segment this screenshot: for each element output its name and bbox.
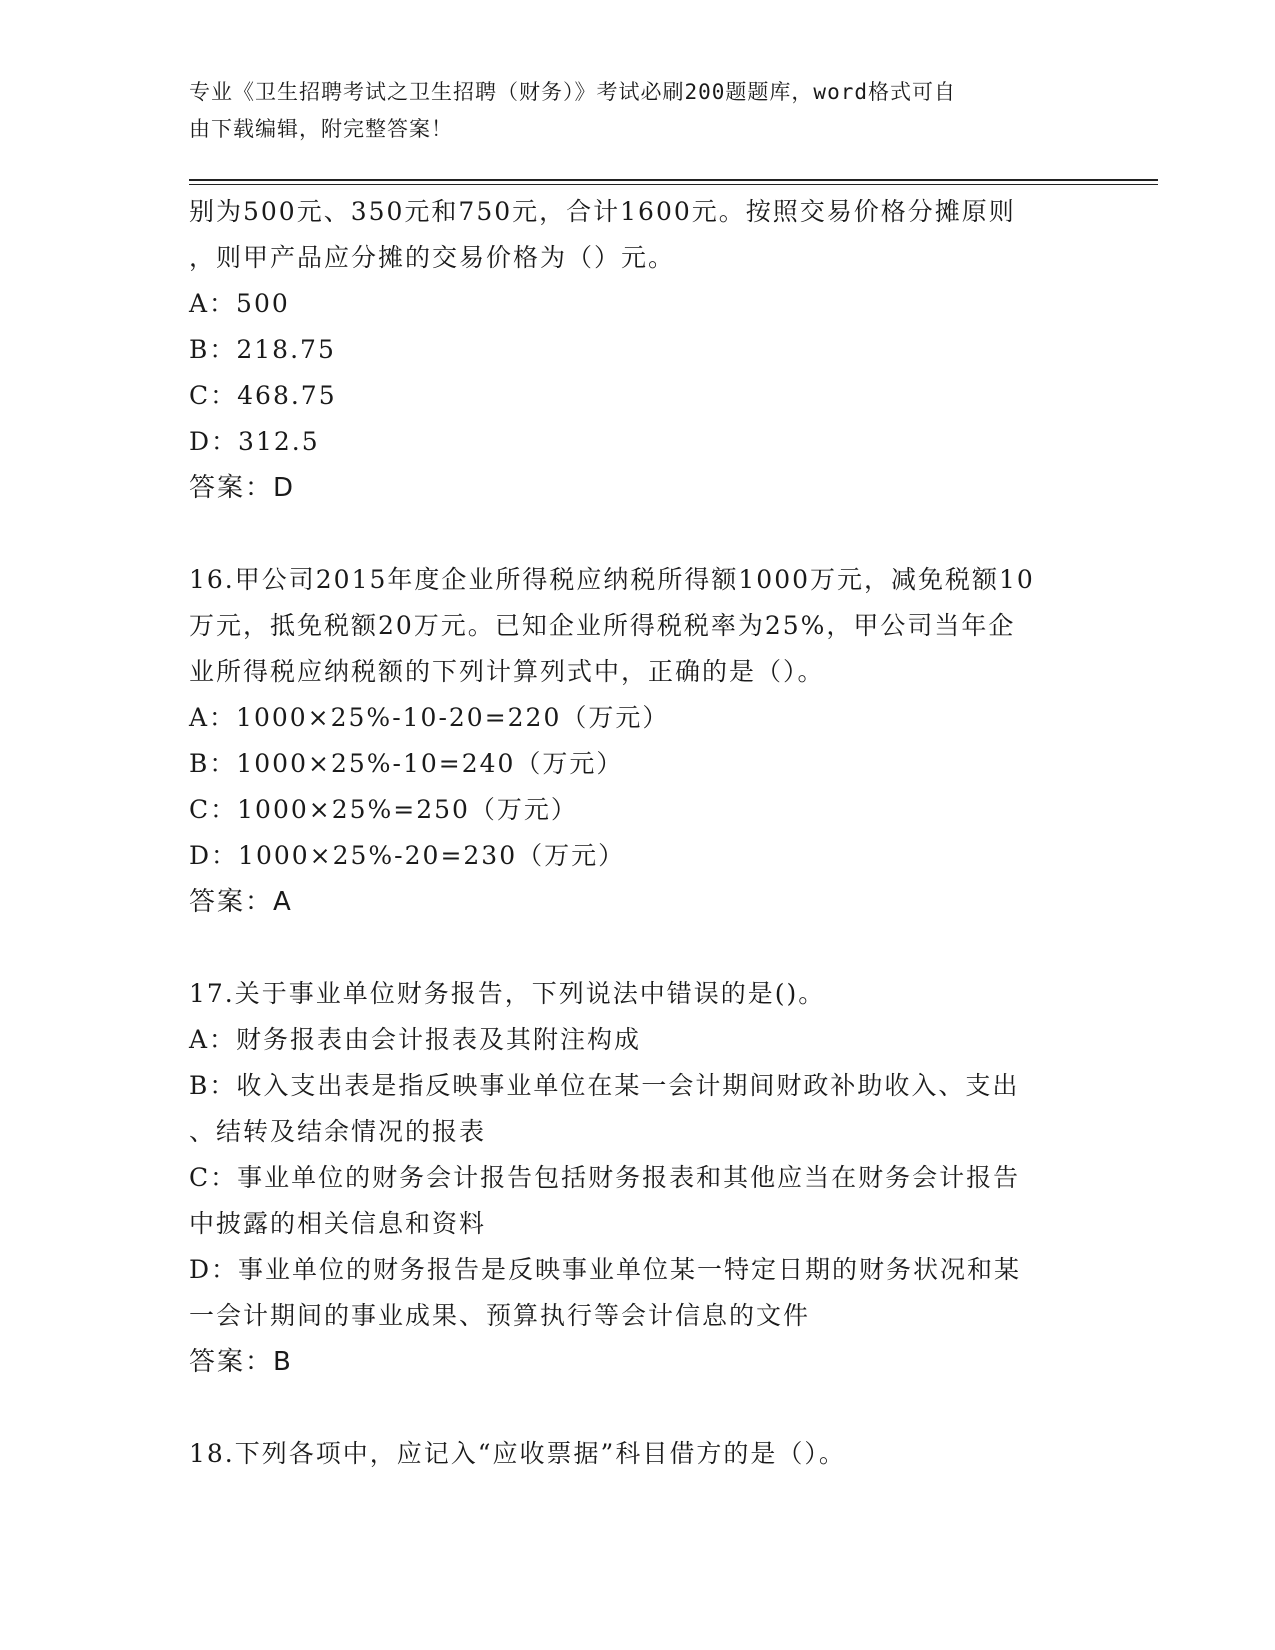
question-18 bbox=[189, 1431, 1089, 1477]
option-d-continued: 一会计期间的事业成果、预算执行等会计信息的文件 bbox=[189, 1301, 811, 1330]
option-a: A：500 bbox=[189, 289, 290, 318]
option-c: C：1000×25%=250（万元） bbox=[189, 795, 578, 824]
question-stem-line: 别为500元、350元和750元，合计1600元。按照交易价格分摊原则 bbox=[189, 197, 1016, 226]
spacer bbox=[189, 1385, 1089, 1431]
answer-line: 答案：A bbox=[189, 887, 293, 917]
question-15 bbox=[189, 189, 1089, 511]
option-a: A：财务报表由会计报表及其附注构成 bbox=[189, 1025, 642, 1054]
option-b: B：218.75 bbox=[189, 335, 336, 364]
document-header bbox=[189, 74, 1089, 148]
option-b-continued: 、结转及结余情况的报表 bbox=[189, 1117, 487, 1146]
option-b: B：收入支出表是指反映事业单位在某一会计期间财政补助收入、支出 bbox=[189, 1071, 1020, 1100]
question-stem-line: ，则甲产品应分摊的交易价格为（）元。 bbox=[189, 243, 676, 272]
document-body bbox=[189, 189, 1089, 1477]
question-stem-line: 万元，抵免税额20万元。已知企业所得税税率为25%，甲公司当年企 bbox=[189, 611, 1016, 640]
question-16 bbox=[189, 557, 1089, 925]
question-stem-line: 业所得税应纳税额的下列计算列式中，正确的是（）。 bbox=[189, 657, 825, 686]
question-17 bbox=[189, 971, 1089, 1385]
option-c: C：事业单位的财务会计报告包括财务报表和其他应当在财务会计报告 bbox=[189, 1163, 1021, 1192]
question-stem-line: 17.关于事业单位财务报告，下列说法中错误的是()。 bbox=[189, 979, 826, 1008]
spacer bbox=[189, 511, 1089, 557]
header-divider bbox=[189, 179, 1158, 185]
answer-line: 答案：D bbox=[189, 473, 296, 503]
question-stem-line: 16.甲公司2015年度企业所得税应纳税所得额1000万元，减免税额10 bbox=[189, 565, 1035, 594]
header-line-2: 由下载编辑，附完整答案！ bbox=[189, 117, 453, 141]
option-d: D：312.5 bbox=[189, 427, 320, 456]
header-line-1: 专业《卫生招聘考试之卫生招聘（财务）》考试必刷200题题库，word格式可自 bbox=[189, 80, 956, 104]
option-b: B：1000×25%-10=240（万元） bbox=[189, 749, 624, 778]
option-a: A：1000×25%-10-20=220（万元） bbox=[189, 703, 670, 732]
question-stem-line: 18.下列各项中，应记入“应收票据”科目借方的是（）。 bbox=[189, 1439, 846, 1468]
option-d: D：事业单位的财务报告是反映事业单位某一特定日期的财务状况和某 bbox=[189, 1255, 1022, 1284]
option-c-continued: 中披露的相关信息和资料 bbox=[189, 1209, 487, 1238]
option-c: C：468.75 bbox=[189, 381, 337, 410]
answer-line: 答案：B bbox=[189, 1347, 293, 1377]
option-d: D：1000×25%-20=230（万元） bbox=[189, 841, 626, 870]
spacer bbox=[189, 925, 1089, 971]
